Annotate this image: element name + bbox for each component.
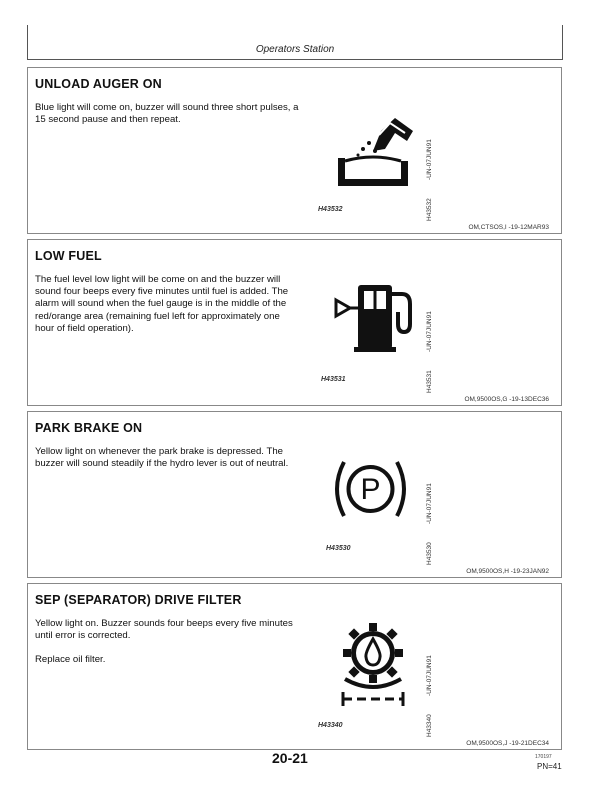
section-paragraph: Yellow light on. Buzzer sounds four beeps every five minutes until error is corrected. [35, 618, 293, 642]
park-letter: P [360, 473, 381, 506]
section-unload-auger [27, 67, 562, 234]
separator-filter-icon [333, 619, 413, 709]
vertical-figure-code: H43340 [426, 714, 433, 737]
reference-code: OM,9500OS,J -19-21DEC34 [466, 740, 549, 747]
figure-code: H43532 [318, 206, 343, 213]
vertical-figure-code: H43530 [426, 542, 433, 565]
figure-code: H43531 [321, 376, 346, 383]
header-rule [27, 59, 563, 60]
fuel-pump-icon [328, 280, 418, 360]
section-paragraph: Blue light will come on, buzzer will sound three short pulses, a 15 second pause and then repeat. [35, 102, 299, 126]
vertical-figure-code: H43532 [426, 198, 433, 221]
reference-code: OM,9500OS,G -19-13DEC36 [464, 396, 549, 403]
section-body [35, 274, 300, 347]
reference-code: OM,9500OS,H -19-23JAN92 [466, 568, 549, 575]
section-title: UNLOAD AUGER ON [35, 77, 162, 91]
section-body [35, 102, 300, 138]
figure-code: H43530 [326, 545, 351, 552]
footer-small-code: 170197 [535, 754, 552, 760]
reference-code: OM,CTSOS,I -19-12MAR93 [468, 224, 549, 231]
section-low-fuel [27, 239, 562, 406]
unload-auger-icon [333, 113, 418, 193]
section-title: PARK BRAKE ON [35, 421, 143, 435]
vertical-id: -UN-07JUN91 [426, 311, 433, 352]
section-paragraph: Replace oil filter. [35, 654, 106, 666]
vertical-id: -UN-07JUN91 [426, 483, 433, 524]
page-header-title: Operators Station [255, 44, 335, 55]
figure-code: H43340 [318, 722, 343, 729]
section-body [35, 446, 300, 482]
vertical-id: -UN-07JUN91 [426, 139, 433, 180]
footer-pn: PN=41 [537, 762, 562, 771]
section-separator-filter [27, 583, 562, 750]
section-paragraph: The fuel level low light will be come on and the buzzer will sound four beeps every five minutes until fuel is added. The alarm will sound when the fuel gauge is in the middle of the red/orange area (remaining fuel left for approximately one hour of field operation). [35, 274, 289, 334]
section-body [35, 618, 300, 679]
vertical-id: -UN-07JUN91 [426, 655, 433, 696]
section-paragraph: Yellow light on whenever the park brake is depressed. The buzzer will sound steadily if the hydro lever is out of neutral. [35, 446, 289, 470]
section-title: LOW FUEL [35, 249, 102, 263]
page-number: 20-21 [272, 750, 308, 766]
vertical-figure-code: H43531 [426, 370, 433, 393]
section-title: SEP (SEPARATOR) DRIVE FILTER [35, 593, 242, 607]
park-brake-icon [328, 454, 413, 524]
section-park-brake [27, 411, 562, 578]
